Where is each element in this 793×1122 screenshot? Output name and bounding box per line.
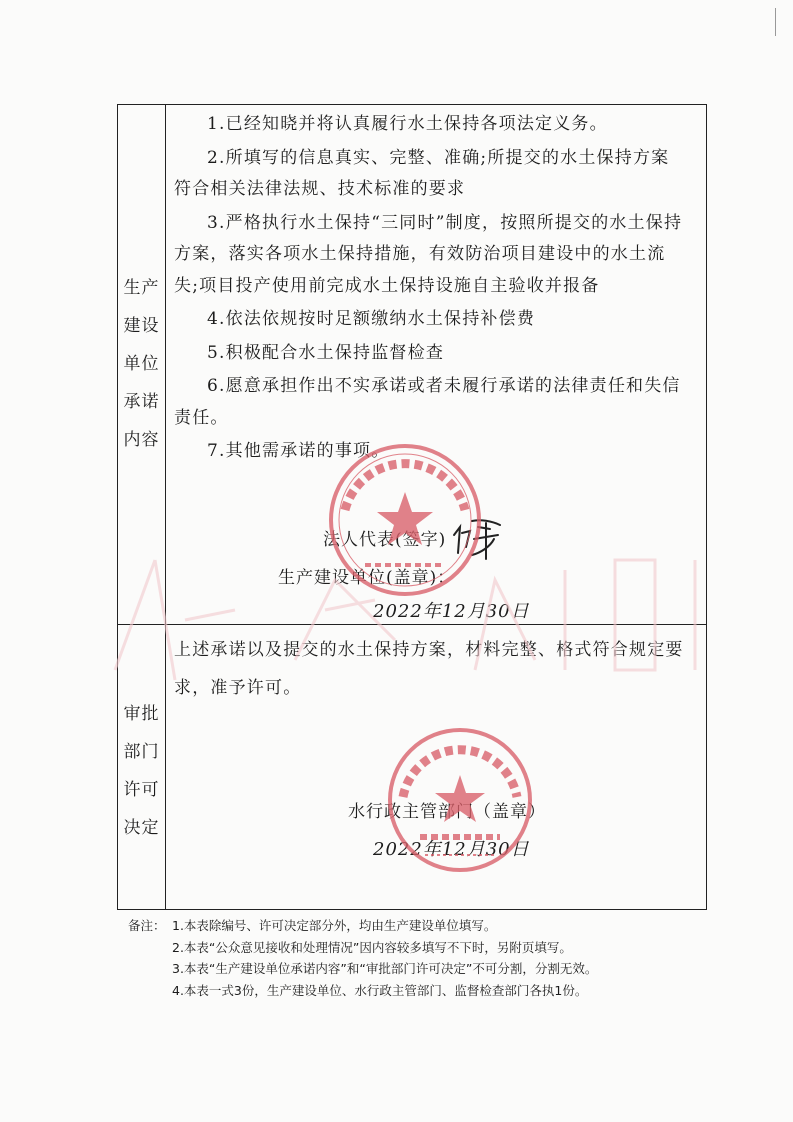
label-line: 生产: [123, 278, 160, 298]
company-seal-icon: [325, 440, 485, 600]
note-row: [128, 958, 597, 980]
label-line: 部门: [123, 742, 160, 762]
commitment-item: 6.愿意承担作出不实承诺或者未履行承诺的法律责任和失信责任。: [174, 376, 681, 428]
approval-text: 上述承诺以及提交的水土保持方案，材料完整、格式符合规定要求，准予许可。: [174, 640, 684, 698]
notes-heading: 备注：: [128, 918, 166, 933]
government-seal-icon: [385, 725, 535, 875]
note-item: 4.本表一式3份，生产建设单位、水行政主管部门、监督检查部门各执1份。: [172, 982, 588, 998]
commitment-item: 3.严格执行水土保持“三同时”制度，按照所提交的水土保持方案，落实各项水土保持措施，有效防治项目建设中的水土流失;项目投产使用前完成水土保持设施自主验收并报备: [174, 212, 683, 296]
note-row: [128, 915, 597, 937]
approval-date: 2022年12月30日: [373, 839, 530, 860]
commitment-item: 5.积极配合水土保持监督检查: [207, 342, 445, 363]
column-divider: [165, 105, 166, 909]
unit-seal-label: 生产建设单位(盖章)：: [278, 568, 456, 588]
commitment-item: 7.其他需承诺的事项。: [207, 441, 390, 461]
commitment-date: 2022年12月30日: [373, 601, 530, 622]
note-item: 1.本表除编号、许可决定部分外，均由生产建设单位填写。: [172, 918, 497, 933]
label-line: 建设: [123, 316, 160, 336]
label-line: 决定: [123, 818, 160, 838]
label-line: 承诺: [123, 392, 160, 412]
commitment-content: [174, 109, 686, 468]
label-line: 审批: [123, 704, 160, 724]
dept-seal-label: 水行政主管部门（盖章）: [348, 802, 546, 822]
label-line: 内容: [123, 430, 160, 450]
note-row: [128, 937, 597, 959]
commitment-item: 2.所填写的信息真实、完整、准确;所提交的水土保持方案符合相关法律法规、技术标准的要求: [174, 147, 670, 199]
commitment-item: 1.已经知晓并将认真履行水土保持各项法定义务。: [207, 114, 608, 134]
label-line: 单位: [123, 354, 160, 374]
label-line: 许可: [123, 780, 160, 800]
commitment-row-label: [118, 269, 165, 459]
crop-mark: [775, 8, 784, 36]
legal-rep-label: 法人代表(签字): [323, 530, 447, 550]
notes-section: [128, 915, 597, 1001]
note-row: [128, 980, 597, 1002]
note-item: 2.本表“公众意见接收和处理情况”因内容较多填写不下时，另附页填写。: [172, 939, 572, 955]
commitment-item: 4.依法依规按时足额缴纳水土保持补偿费: [207, 309, 536, 329]
note-item: 3.本表“生产建设单位承诺内容”和“审批部门许可决定”不可分割，分割无效。: [172, 961, 598, 976]
